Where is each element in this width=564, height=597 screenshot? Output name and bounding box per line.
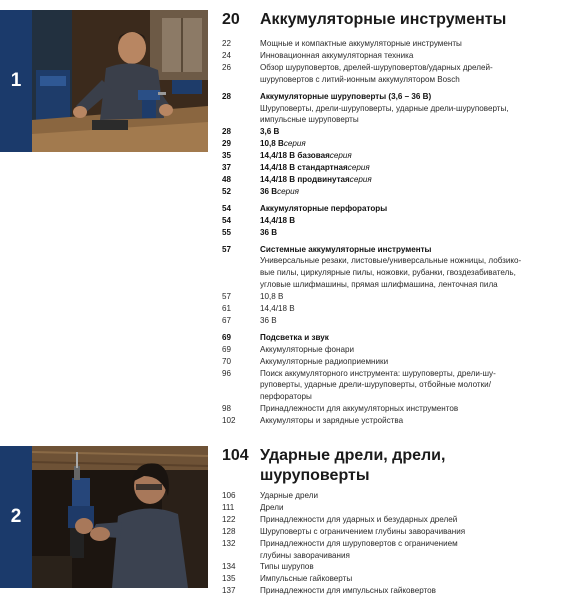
toc-entry-text bbox=[260, 585, 556, 597]
toc-row bbox=[222, 255, 556, 267]
section-number: 2 bbox=[10, 506, 22, 527]
toc-entry-text bbox=[260, 244, 556, 256]
toc-entry-text bbox=[260, 391, 556, 403]
toc-row bbox=[222, 38, 556, 50]
toc-page-number: 98 bbox=[222, 404, 232, 414]
toc-page-number: 26 bbox=[222, 62, 232, 72]
section-number: 1 bbox=[10, 70, 22, 91]
toc-entry-label: 10,8 В bbox=[260, 139, 284, 149]
toc-entry-label: вые пилы, циркулярные пилы, ножовки, рубанки, гвоздезабиватель, bbox=[260, 268, 516, 278]
toc-page-number bbox=[222, 267, 260, 279]
section-2-contents bbox=[222, 446, 556, 597]
toc-entry-text bbox=[260, 332, 556, 344]
toc-page-number: 135 bbox=[222, 574, 236, 584]
toc-row bbox=[222, 514, 556, 526]
toc-entry-text bbox=[260, 255, 556, 267]
toc-page-number: 54 bbox=[222, 203, 232, 213]
toc-page-number: 96 bbox=[222, 368, 232, 378]
section-tab-1 bbox=[0, 10, 32, 152]
toc-entry-label: Системные аккумуляторные инструменты bbox=[260, 244, 432, 254]
toc-entry-label: руповерты, ударные дрели-шуруповерты, отбойные молотки/ bbox=[260, 380, 491, 390]
toc-entry-text bbox=[260, 74, 556, 86]
section-1-contents bbox=[222, 10, 556, 427]
toc-list bbox=[222, 490, 556, 597]
toc-page-number: 57 bbox=[222, 292, 232, 302]
toc-row bbox=[222, 490, 556, 502]
toc-page-number bbox=[222, 279, 260, 291]
toc-entry-text bbox=[260, 138, 556, 150]
toc-page-number: 54 bbox=[222, 215, 232, 225]
toc-row bbox=[222, 291, 556, 303]
toc-entry-text bbox=[260, 150, 556, 162]
toc-page-number: 28 bbox=[222, 127, 232, 137]
toc-row bbox=[222, 74, 556, 86]
toc-entry-label: Дрели bbox=[260, 502, 284, 512]
toc-entry-label: Принадлежности для ударных и безударных дрелей bbox=[260, 514, 458, 524]
toc-entry-label: Принадлежности для аккумуляторных инструментов bbox=[260, 404, 459, 414]
toc-entry-text bbox=[260, 186, 556, 198]
toc-entry-text bbox=[260, 490, 556, 502]
toc-entry-label: 3,6 В bbox=[260, 127, 280, 137]
toc-entry-label: Принадлежности для шуруповертов с ограничением bbox=[260, 538, 458, 548]
toc-page-number: 69 bbox=[222, 344, 232, 354]
toc-page-number: 57 bbox=[222, 244, 232, 254]
toc-entry-text bbox=[260, 267, 556, 279]
toc-entry-text bbox=[260, 215, 556, 227]
toc-page-number: 48 bbox=[222, 174, 232, 184]
toc-entry-label: 14,4/18 В продвинутая bbox=[260, 174, 350, 184]
toc-row bbox=[222, 415, 556, 427]
toc-entry-label: Мощные и компактные аккумуляторные инструменты bbox=[260, 39, 462, 48]
toc-page-number: 35 bbox=[222, 151, 232, 161]
toc-row bbox=[222, 174, 556, 186]
toc-entry-text bbox=[260, 550, 556, 562]
section-heading bbox=[222, 10, 556, 30]
section-tab-2 bbox=[0, 446, 32, 588]
toc-entry-label: Ударные дрели bbox=[260, 491, 318, 500]
toc-row bbox=[222, 114, 556, 126]
toc-row bbox=[222, 138, 556, 150]
toc-page-number: 111 bbox=[222, 502, 235, 512]
toc-entry-text bbox=[260, 561, 556, 573]
toc-row bbox=[222, 315, 556, 327]
toc-entry-text bbox=[260, 174, 556, 186]
toc-row bbox=[222, 162, 556, 174]
toc-entry-label: 36 В bbox=[260, 315, 277, 325]
toc-page-number: 52 bbox=[222, 186, 232, 196]
toc-page-number bbox=[222, 103, 260, 115]
toc-entry-label: Аккумуляторные радиоприемники bbox=[260, 356, 389, 366]
toc-page-number: 67 bbox=[222, 315, 232, 325]
section-heading bbox=[222, 446, 556, 486]
toc-entry-label: Аккумуляторы и зарядные устройства bbox=[260, 416, 404, 426]
toc-row bbox=[222, 267, 556, 279]
toc-entry-text bbox=[260, 415, 556, 427]
toc-row bbox=[222, 91, 556, 103]
toc-page-number: 102 bbox=[222, 416, 236, 426]
toc-entry-text bbox=[260, 227, 556, 239]
toc-entry-label: 36 В bbox=[260, 186, 278, 196]
toc-entry-text bbox=[260, 62, 556, 74]
toc-row bbox=[222, 391, 556, 403]
toc-page-number: 137 bbox=[222, 586, 236, 596]
toc-row bbox=[222, 403, 556, 415]
toc-entry-label: Инновационная аккумуляторная техника bbox=[260, 50, 414, 60]
toc-page-number: 134 bbox=[222, 562, 236, 572]
toc-entry-label: глубины заворачивания bbox=[260, 550, 350, 560]
section-photo-1 bbox=[32, 10, 208, 152]
toc-entry-series: серия bbox=[347, 163, 370, 173]
toc-entry-text bbox=[260, 126, 556, 138]
toc-row bbox=[222, 379, 556, 391]
toc-row bbox=[222, 150, 556, 162]
toc-entry-label: 36 В bbox=[260, 227, 278, 237]
toc-entry-text bbox=[260, 303, 556, 315]
toc-row bbox=[222, 368, 556, 380]
toc-row bbox=[222, 344, 556, 356]
section-photo-2 bbox=[32, 446, 208, 588]
toc-entry-label: 14,4/18 В bbox=[260, 304, 295, 314]
toc-entry-text bbox=[260, 368, 556, 380]
toc-page-number: 106 bbox=[222, 491, 236, 500]
toc-entry-label: 14,4/18 В стандартная bbox=[260, 163, 348, 173]
toc-row bbox=[222, 126, 556, 138]
toc-entry-label: 14,4/18 В базовая bbox=[260, 151, 330, 161]
toc-entry-text bbox=[260, 103, 556, 115]
toc-row bbox=[222, 550, 556, 562]
toc-entry-text bbox=[260, 315, 556, 327]
toc-entry-text bbox=[260, 114, 556, 126]
toc-entry-label: Подсветка и звук bbox=[260, 332, 329, 342]
toc-entry-label: Обзор шуруповертов, дрелей-шуруповертов/ударных дрелей- bbox=[260, 62, 493, 72]
toc-entry-text bbox=[260, 502, 556, 514]
toc-row bbox=[222, 356, 556, 368]
toc-page-number: 61 bbox=[222, 304, 232, 314]
photo-worker-cordless-tool bbox=[32, 10, 208, 152]
toc-page-number: 29 bbox=[222, 139, 232, 149]
toc-entry-text bbox=[260, 379, 556, 391]
toc-entry-label: шуруповертов с литий-ионным аккумулятором Bosch bbox=[260, 74, 460, 84]
toc-page-number: 69 bbox=[222, 332, 232, 342]
toc-page-number: 70 bbox=[222, 356, 232, 366]
toc-page-number: 132 bbox=[222, 538, 236, 548]
toc-entry-series: серия bbox=[283, 139, 306, 149]
toc-entry-text bbox=[260, 162, 556, 174]
toc-entry-label: Универсальные резаки, листовые/универсальные ножницы, лобзико- bbox=[260, 256, 522, 266]
toc-page-number bbox=[222, 74, 260, 86]
toc-row bbox=[222, 332, 556, 344]
toc-page-number: 24 bbox=[222, 50, 232, 60]
toc-page-number: 122 bbox=[222, 514, 236, 524]
toc-row bbox=[222, 303, 556, 315]
toc-row bbox=[222, 103, 556, 115]
toc-entry-text bbox=[260, 573, 556, 585]
toc-entry-text bbox=[260, 203, 556, 215]
toc-row bbox=[222, 561, 556, 573]
toc-list bbox=[222, 38, 556, 427]
section-page-number: 104 bbox=[222, 447, 249, 464]
toc-page-number: 28 bbox=[222, 91, 232, 101]
toc-entry-label: Импульсные гайковерты bbox=[260, 574, 353, 584]
toc-page-number bbox=[222, 114, 260, 126]
toc-row bbox=[222, 50, 556, 62]
toc-entry-text bbox=[260, 356, 556, 368]
toc-page-number bbox=[222, 550, 260, 562]
toc-entry-label: Аккумуляторные фонари bbox=[260, 344, 354, 354]
toc-entry-label: импульсные шуруповерты bbox=[260, 115, 359, 125]
toc-entry-label: Аккумуляторные шуруповерты (3,6 – 36 В) bbox=[260, 91, 432, 101]
section-page-number: 20 bbox=[222, 11, 240, 28]
toc-entry-label: угловые шлифмашины, прямая шлифмашина, ленточная пила bbox=[260, 280, 498, 290]
toc-entry-series: серия bbox=[329, 151, 352, 161]
toc-entry-text bbox=[260, 344, 556, 356]
toc-page-number: 22 bbox=[222, 39, 232, 48]
section-title: Аккумуляторные инструменты bbox=[260, 11, 507, 28]
toc-row bbox=[222, 279, 556, 291]
toc-page-number bbox=[222, 391, 260, 403]
toc-entry-text bbox=[260, 403, 556, 415]
toc-entry-label: Принадлежности для импульсных гайковертов bbox=[260, 586, 436, 596]
toc-entry-label: Шуруповерты, дрели-шуруповерты, ударные дрели-шуруповерты, bbox=[260, 103, 509, 113]
toc-row bbox=[222, 502, 556, 514]
toc-row bbox=[222, 203, 556, 215]
photo-worker-drill bbox=[32, 446, 208, 588]
section-title: Ударные дрели, дрели, шуруповерты bbox=[260, 447, 446, 484]
toc-page-number: 55 bbox=[222, 227, 232, 237]
toc-entry-text bbox=[260, 50, 556, 62]
toc-entry-text bbox=[260, 291, 556, 303]
toc-entry-label: 10,8 В bbox=[260, 292, 284, 302]
toc-entry-series: серия bbox=[349, 174, 372, 184]
toc-row bbox=[222, 573, 556, 585]
toc-entry-label: Шуруповерты с ограничением глубины заворачивания bbox=[260, 526, 466, 536]
toc-row bbox=[222, 526, 556, 538]
toc-row bbox=[222, 62, 556, 74]
toc-entry-text bbox=[260, 279, 556, 291]
toc-entry-series: серия bbox=[277, 186, 299, 196]
toc-row bbox=[222, 538, 556, 550]
toc-row bbox=[222, 186, 556, 198]
toc-row bbox=[222, 585, 556, 597]
toc-entry-label: перфораторы bbox=[260, 392, 312, 402]
toc-row bbox=[222, 215, 556, 227]
toc-entry-text bbox=[260, 526, 556, 538]
toc-entry-label: Типы шурупов bbox=[260, 562, 314, 572]
toc-entry-label: 14,4/18 В bbox=[260, 215, 296, 225]
toc-entry-text bbox=[260, 91, 556, 103]
toc-entry-text bbox=[260, 38, 556, 50]
toc-row bbox=[222, 227, 556, 239]
toc-page-number bbox=[222, 255, 260, 267]
toc-entry-text bbox=[260, 538, 556, 550]
toc-page-number bbox=[222, 379, 260, 391]
toc-entry-text bbox=[260, 514, 556, 526]
toc-entry-label: Поиск аккумуляторного инструмента: шуруповерты, дрели-шу- bbox=[260, 368, 496, 378]
toc-row bbox=[222, 244, 556, 256]
toc-entry-label: Аккумуляторные перфораторы bbox=[260, 203, 388, 213]
toc-page-number: 37 bbox=[222, 163, 232, 173]
toc-page-number: 128 bbox=[222, 526, 236, 536]
